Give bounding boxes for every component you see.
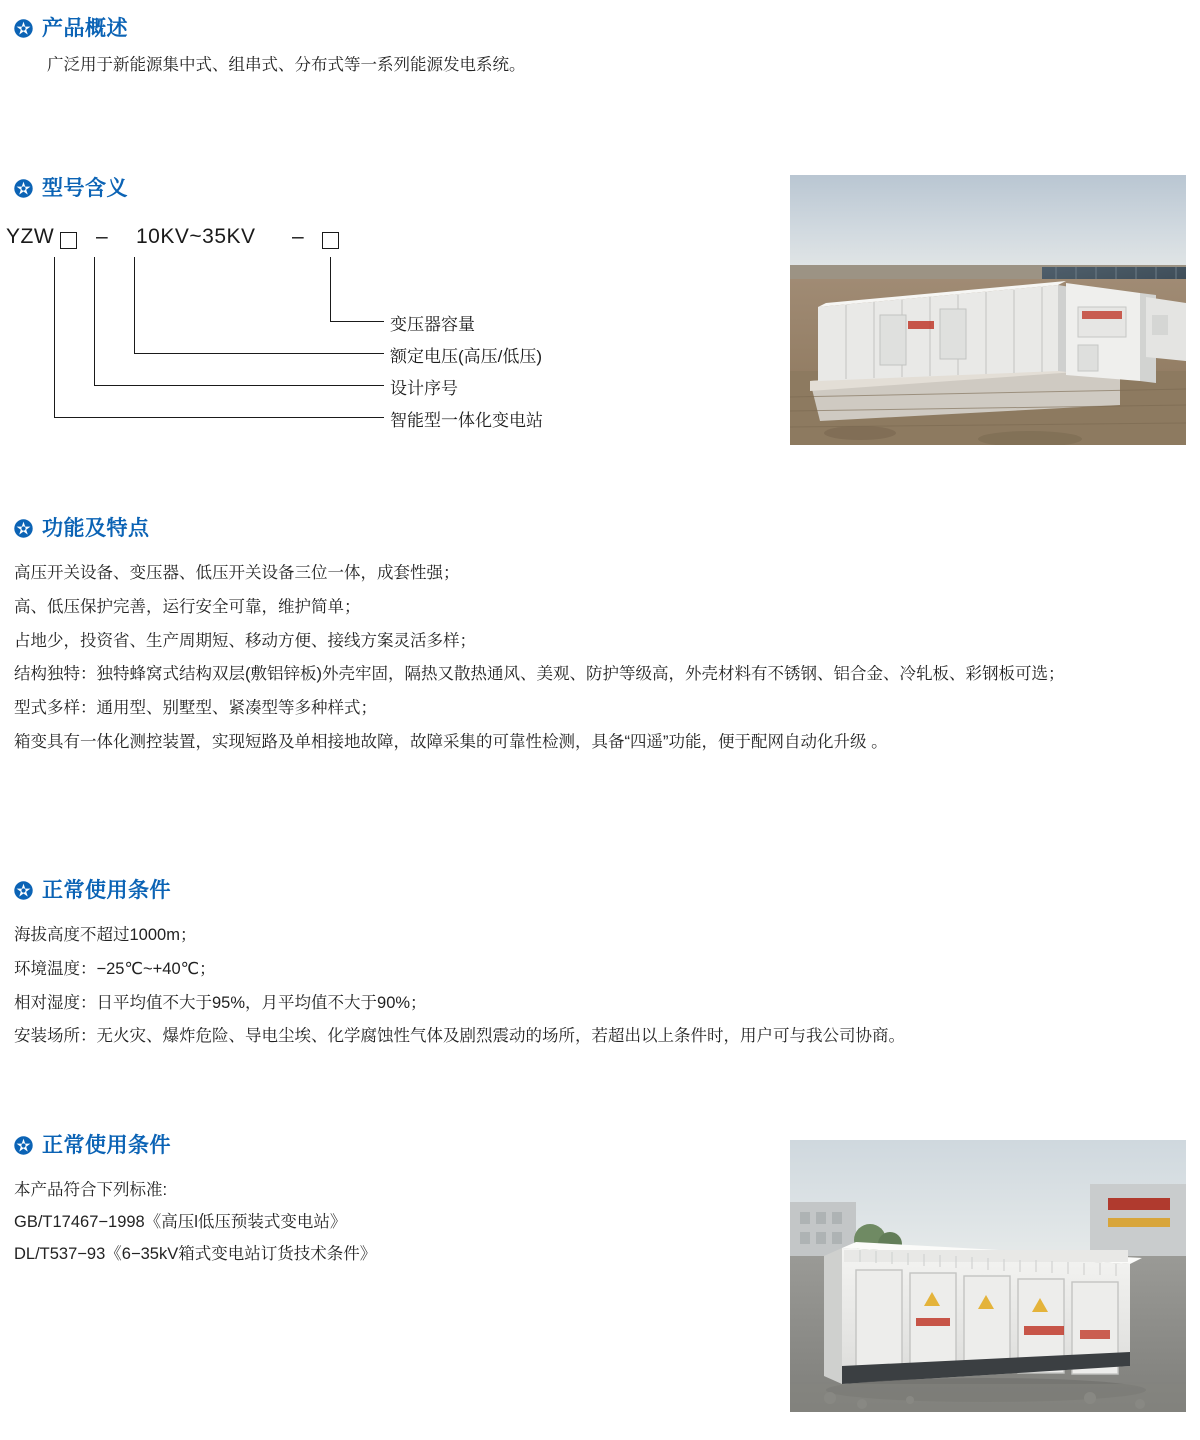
leader-line-voltage-vertical	[134, 257, 135, 353]
section-body	[14, 919, 1186, 1054]
standard-item: DL/T537−93《6−35kV箱式变电站订货技术条件》	[14, 1245, 377, 1264]
section-title: 正常使用条件	[42, 1134, 171, 1157]
section-title: 正常使用条件	[42, 879, 171, 902]
leader-line-voltage-horizontal	[134, 353, 384, 354]
model-label-capacity: 变压器容量	[390, 315, 475, 334]
model-label-design-serial: 设计序号	[390, 379, 458, 398]
section-features	[14, 518, 1186, 760]
section-header	[14, 18, 774, 39]
leader-line-name-horizontal	[54, 417, 384, 418]
flower-bullet-icon	[14, 519, 33, 538]
model-slot-box-2	[322, 232, 339, 249]
section-product-overview	[14, 18, 774, 79]
flower-bullet-icon	[14, 1136, 33, 1155]
flower-bullet-icon	[14, 881, 33, 900]
feature-structure-key: 结构独特：	[14, 665, 97, 684]
flower-bullet-icon	[14, 19, 33, 38]
substation-container-photo-bottom	[790, 1140, 1186, 1412]
model-label-product-name: 智能型一体化变电站	[390, 411, 543, 430]
model-label-rated-voltage: 额定电压(高压/低压)	[390, 347, 543, 366]
feature-line: 高压开关设备、变压器、低压开关设备三位一体，成套性强；	[14, 564, 460, 582]
standards-intro: 本产品符合下列标准:	[14, 1181, 168, 1199]
section-body	[14, 53, 774, 79]
section-model-meaning	[6, 177, 754, 455]
section-title: 功能及特点	[42, 517, 150, 540]
condition-line: 相对湿度：日平均值不大于95%，月平均值不大于90%；	[14, 993, 427, 1012]
model-dash-2: –	[292, 225, 305, 248]
section-header	[14, 178, 754, 199]
section-header	[14, 518, 1186, 539]
feature-structure-value: 独特蜂窝式结构双层(敷铝锌板)外壳牢固，隔热又散热通风、美观、防护等级高，外壳材料有不锈钢、铝合金、冷轧板、彩钢板可选；	[96, 665, 1065, 684]
feature-structure-row	[14, 658, 1186, 692]
flower-bullet-icon	[14, 179, 33, 198]
model-code-diagram	[6, 225, 734, 455]
section-title: 产品概述	[42, 17, 128, 40]
section-body	[14, 1174, 754, 1271]
section-operating-conditions	[14, 880, 1186, 1054]
leader-line-serial-horizontal	[94, 385, 384, 386]
section-standards	[14, 1135, 754, 1271]
model-slot-box-1	[60, 232, 77, 249]
leader-line-capacity-horizontal	[330, 321, 384, 322]
model-code-voltage: 10KV~35KV	[136, 225, 256, 248]
section-title: 型号含义	[42, 177, 128, 200]
section-header	[14, 1135, 754, 1156]
standard-item: GB/T17467−1998《高压l低压预装式变电站》	[14, 1213, 347, 1232]
feature-line: 型式多样：通用型、别墅型、紧凑型等多种样式；	[14, 699, 377, 718]
leader-line-name-vertical	[54, 257, 55, 417]
feature-line: 占地少，投资省、生产周期短、移动方便、接线方案灵活多样；	[14, 631, 476, 650]
overview-text: 广泛用于新能源集中式、组串式、分布式等一系列能源发电系统。	[47, 56, 526, 74]
leader-line-capacity-vertical	[330, 257, 331, 321]
condition-line: 海拔高度不超过1000m；	[14, 926, 197, 944]
leader-line-serial-vertical	[94, 257, 95, 385]
feature-line: 高、低压保护完善，运行安全可靠，维护简单；	[14, 597, 361, 616]
feature-line: 箱变具有一体化测控装置，实现短路及单相接地故障，故障采集的可靠性检测，具备“四遥”功能，便于配网自动化升级 。	[14, 733, 888, 752]
section-header	[14, 880, 1186, 901]
photo-top-illustration	[790, 175, 1186, 445]
photo-bottom-illustration	[790, 1140, 1186, 1412]
substation-container-photo-top	[790, 175, 1186, 445]
condition-line: 安装场所：无火灾、爆炸危险、导电尘埃、化学腐蚀性气体及剧烈震动的场所，若超出以上条件时，用户可与我公司协商。	[14, 1027, 905, 1046]
model-code-prefix: YZW	[6, 225, 55, 248]
condition-line: 环境温度：−25℃~+40℃；	[14, 959, 216, 978]
section-body	[14, 557, 1186, 760]
model-dash-1: –	[96, 225, 109, 248]
